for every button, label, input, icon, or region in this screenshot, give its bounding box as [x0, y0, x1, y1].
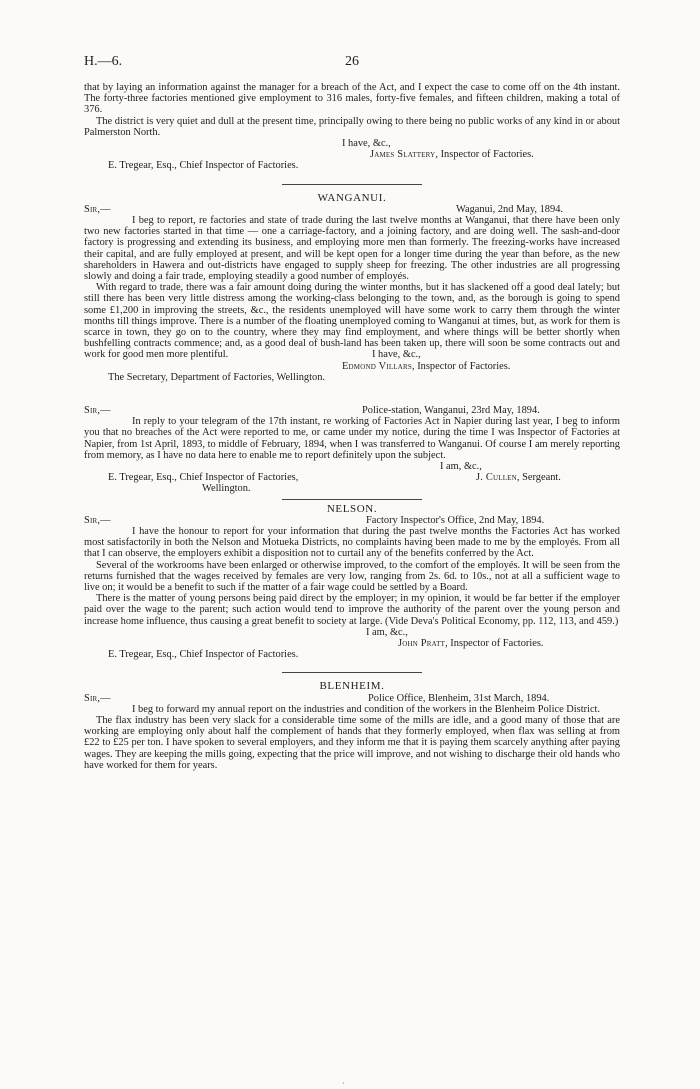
- police-signature-title: , Sergeant.: [516, 472, 561, 484]
- nelson-dateline: Factory Inspector's Office, 2nd May, 1894.: [366, 514, 545, 526]
- blenheim-salutation: Sir,—: [84, 692, 111, 704]
- page-speck-mark: ·: [342, 1079, 345, 1088]
- police-close: I am, &c.,: [440, 460, 482, 472]
- blenheim-salutation-row: [84, 693, 620, 704]
- wanganui-paragraph-2: With regard to trade, there was a fair amount doing during the winter months, but it has slackened off a good deal lately; but still there has been very little distress among the working-class belonging to the town, and, as the borough is going to spend some £1,200 in improving the streets, &c., the residents unemployed will have some work to carry them through the winter months till things improve. There is a number of the floating unemployed coming to Wanganui at times, but, as work for them is scarce in town, they go on to the country, where they may find employment, and where things will be better shortly when bushfelling contracts commence; and, as a good deal of bush-land has been taken up, there will soon be some contracts out and work for good men more plentiful.: [84, 282, 620, 361]
- wanganui-signature-name: Edmond Villars: [342, 360, 413, 372]
- intro-paragraph-2: The district is very quiet and dull at the present time, principally owing to there being no public works of any kind in or about Palmerston North.: [84, 115, 620, 138]
- police-addressee-row: [84, 472, 620, 483]
- page-header: [84, 56, 620, 72]
- police-signature-name: J. Cullen: [476, 472, 517, 484]
- blenheim-dateline: Police Office, Blenheim, 31st March, 1894.: [368, 692, 550, 704]
- nelson-paragraph-2: Several of the workrooms have been enlarged or otherwise improved, to the comfort of the employés. It will be seen from the returns furnished that the wages received by females are very low, ranging from 2s. 6d. to 10s., not at all a sufficient wage to live on; it would be a benefit to such if the matter of a fair wage could be settled by a Board.: [84, 559, 620, 593]
- nelson-salutation: Sir,—: [84, 514, 111, 526]
- police-addressee-city: Wellington.: [202, 483, 251, 495]
- wanganui-heading: WANGANUI.: [317, 191, 387, 204]
- police-salutation-row: [84, 405, 620, 416]
- blenheim-paragraph-1: I beg to forward my annual report on the industries and condition of the workers in the Blenheim Police District.: [132, 703, 601, 715]
- wanganui-dateline: Waganui, 2nd May, 1894.: [456, 203, 563, 215]
- document-reference: H.—6.: [84, 54, 123, 69]
- intro-signature-name: James Slattery: [370, 149, 436, 161]
- nelson-heading: NELSON.: [326, 502, 378, 515]
- intro-addressee-row: [84, 160, 620, 171]
- police-addressee: E. Tregear, Esq., Chief Inspector of Factories,: [108, 472, 299, 484]
- page-body: [84, 82, 620, 771]
- nelson-signature-row: [84, 638, 620, 649]
- nelson-close: I am, &c.,: [366, 626, 408, 638]
- intro-signature-title: , Inspector of Factories.: [435, 149, 534, 161]
- police-paragraph-1: In reply to your telegram of the 17th instant, re working of Factories Act in Napier during last year, I beg to inform you that no breaches of the Act were reported to me, or came under my notice, during the time I was Inspector of Factories at Napier, from 1st April, 1893, to middle of February, 1894, when I was transferred to Wanganui. Of course I am merely reporting from memory, as I have no data here to enable me to report definitely upon the subject.: [84, 416, 620, 461]
- wanganui-addressee-row: [84, 372, 620, 383]
- wanganui-salutation: Sir,—: [84, 203, 111, 215]
- page-number: 26: [345, 54, 359, 69]
- wanganui-close: I have, &c.,: [372, 349, 421, 361]
- nelson-paragraph-1: I have the honour to report for your information that during the past twelve months the Factories Act has worked most satisfactorily in both the Nelson and Motueka Districts, no complaints having been made to me by the employés. From all that I can observe, the employers exhibit a disposition not to curtail any of the benefits conferred by the Act.: [84, 525, 620, 560]
- intro-signature-row: [84, 149, 620, 160]
- police-dateline: Police-station, Wanganui, 23rd May, 1894.: [362, 404, 540, 416]
- wanganui-paragraph-1: I beg to report, re factories and state of trade during the last twelve months at Wanganui, that there have been only two new factories started in that time — one a carriage-factory, and a joining factory, and are doing well. The sash-and-door factory is progressing and extending its business, and employing more men than formerly. The freezing-works have increased their capital, and are fully employed at present, and will be kept open for a longer time during the year than before, as the new shareholders in Hawera and out-districts have engaged to supply sheep for freezing. The other industries are all progressing slowly and doing a fair trade, employing steadily a good number of employés.: [84, 214, 620, 282]
- nelson-salutation-row: [84, 515, 620, 526]
- wanganui-signature-title: , Inspector of Factories.: [412, 360, 511, 372]
- police-close-row: [84, 461, 620, 472]
- blenheim-paragraph-2: The flax industry has been very slack for a considerable time some of the mills are idle, and a good many of those that are working are employing only about half the complement of hands that they formerly employed, when flax was selling at from £22 to £25 per ton. I have spoken to several employers, and they inform me that it is paying them scarcely anything after paying wages. They are keeping the mills going, expecting that the price will improve, and not wishing to discharge their old hands who have worked for them for years.: [84, 714, 620, 771]
- intro-close-row: [84, 138, 620, 149]
- police-salutation: Sir,—: [84, 404, 111, 416]
- nelson-paragraph-3: There is the matter of young persons being paid direct by the employer; in my opinion, it would be far better if the employer paid over the wage to the parent; such action would tend to improve the authority of the parent over the young person and increase home influence, thus causing a great benefit to society at large. (Vide Deva's Political Economy, pp. 112, 113, and 459.): [84, 593, 620, 627]
- nelson-close-row: [84, 627, 620, 638]
- intro-addressee: E. Tregear, Esq., Chief Inspector of Factories.: [108, 160, 299, 172]
- intro-paragraph: that by laying an information against the manager for a breach of the Act, and I expect the case to come off on the 4th instant. The forty-three factories mentioned give employment to 316 males, forty-five females, and fifteen children, making a total of 376.: [84, 82, 620, 116]
- nelson-signature-title: , Inspector of Factories.: [445, 637, 544, 649]
- wanganui-close-row: [84, 349, 620, 360]
- wanganui-addressee: The Secretary, Department of Factories, Wellington.: [108, 371, 326, 383]
- intro-close: I have, &c.,: [342, 138, 391, 150]
- nelson-addressee: E. Tregear, Esq., Chief Inspector of Factories.: [108, 649, 299, 661]
- blenheim-heading: BLENHEIM.: [319, 680, 385, 693]
- nelson-addressee-row: [84, 649, 620, 660]
- nelson-signature-name: John Pratt: [398, 637, 446, 649]
- wanganui-signature-row: [84, 361, 620, 372]
- police-addressee-city-row: [84, 483, 620, 494]
- wanganui-salutation-row: [84, 204, 620, 215]
